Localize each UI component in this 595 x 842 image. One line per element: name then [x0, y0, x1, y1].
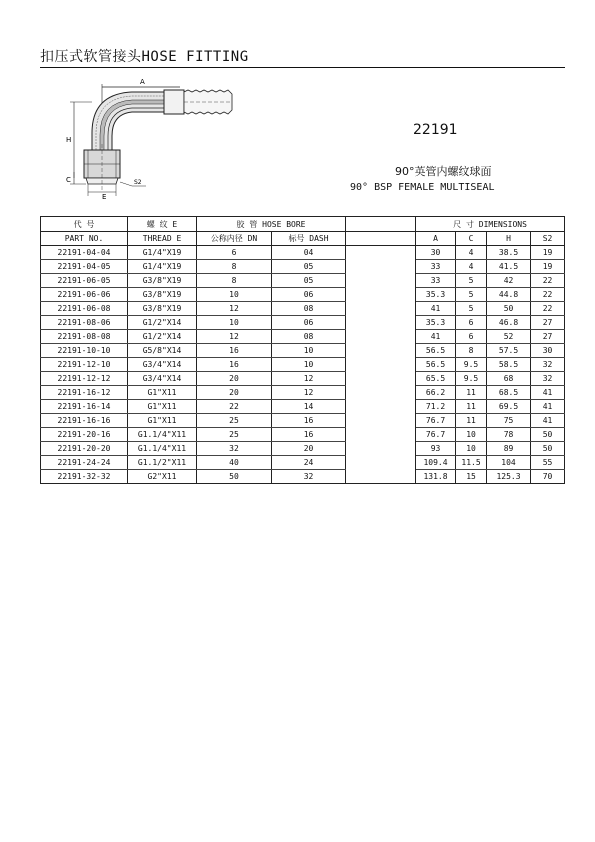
part-no-cell: 22191-08-06 — [41, 316, 128, 330]
thread-cell: G3/4"X14 — [128, 358, 197, 372]
table-row — [41, 288, 565, 302]
dn-cell: 12 — [197, 302, 272, 316]
dim-c-cell: 10 — [456, 442, 487, 456]
dim-a-cell: 35.3 — [416, 288, 456, 302]
dim-s2-cell: 30 — [531, 344, 565, 358]
dn-cell: 25 — [197, 414, 272, 428]
table-row — [41, 260, 565, 274]
dim-c-cell: 11 — [456, 414, 487, 428]
header-a: A — [416, 232, 456, 246]
part-no-cell: 22191-32-32 — [41, 470, 128, 484]
part-no-cell: 22191-12-12 — [41, 372, 128, 386]
dim-c-cell: 5 — [456, 274, 487, 288]
dim-a-cell: 33 — [416, 260, 456, 274]
dash-cell: 10 — [272, 358, 346, 372]
dn-cell: 50 — [197, 470, 272, 484]
table-row — [41, 358, 565, 372]
gap-cell — [346, 372, 416, 386]
header-gap — [346, 232, 416, 246]
dim-a-cell: 76.7 — [416, 428, 456, 442]
part-no-cell: 22191-06-06 — [41, 288, 128, 302]
table-row — [41, 372, 565, 386]
part-no-cell: 22191-20-20 — [41, 442, 128, 456]
thread-cell: G1/2"X14 — [128, 330, 197, 344]
dim-h-cell: 68 — [487, 372, 531, 386]
dim-c-cell: 11 — [456, 400, 487, 414]
dn-cell: 8 — [197, 274, 272, 288]
table-row — [41, 414, 565, 428]
description-en: 90° BSP FEMALE MULTISEAL — [350, 182, 495, 193]
gap-cell — [346, 316, 416, 330]
spec-table — [40, 216, 565, 484]
dim-h-cell: 89 — [487, 442, 531, 456]
dim-e-label: E — [102, 193, 107, 200]
dim-h-cell: 38.5 — [487, 246, 531, 260]
dash-cell: 05 — [272, 274, 346, 288]
gap-cell — [346, 456, 416, 470]
part-no-cell: 22191-12-10 — [41, 358, 128, 372]
dim-h-cell: 50 — [487, 302, 531, 316]
dim-a-cell: 71.2 — [416, 400, 456, 414]
dim-c-cell: 9.5 — [456, 358, 487, 372]
gap-cell — [346, 330, 416, 344]
header-c: C — [456, 232, 487, 246]
thread-cell: G5/8"X14 — [128, 344, 197, 358]
dim-h-cell: 57.5 — [487, 344, 531, 358]
dash-cell: 10 — [272, 344, 346, 358]
gap-cell — [346, 344, 416, 358]
dash-cell: 06 — [272, 288, 346, 302]
dash-cell: 12 — [272, 386, 346, 400]
table-row — [41, 330, 565, 344]
table-row — [41, 428, 565, 442]
dim-a-cell: 33 — [416, 274, 456, 288]
dim-a-cell: 76.7 — [416, 414, 456, 428]
thread-cell: G3/8"X19 — [128, 302, 197, 316]
table-row — [41, 316, 565, 330]
header-dn: 公称内径 DN — [197, 232, 272, 246]
part-no-cell: 22191-06-08 — [41, 302, 128, 316]
dash-cell: 04 — [272, 246, 346, 260]
dim-a-cell: 56.5 — [416, 358, 456, 372]
header-row-1 — [41, 217, 565, 232]
dim-a-cell: 109.4 — [416, 456, 456, 470]
part-no-cell: 22191-08-08 — [41, 330, 128, 344]
dim-s2-cell: 50 — [531, 442, 565, 456]
dim-h-cell: 125.3 — [487, 470, 531, 484]
thread-cell: G1"X11 — [128, 414, 197, 428]
dim-s2-cell: 41 — [531, 414, 565, 428]
dn-cell: 12 — [197, 330, 272, 344]
part-no-cell: 22191-16-12 — [41, 386, 128, 400]
dn-cell: 10 — [197, 316, 272, 330]
dash-cell: 08 — [272, 330, 346, 344]
dim-a-cell: 131.8 — [416, 470, 456, 484]
dim-s2-cell: 41 — [531, 386, 565, 400]
table-row — [41, 456, 565, 470]
dash-cell: 12 — [272, 372, 346, 386]
description-cn: 90°英管内螺纹球面 — [395, 165, 492, 178]
dash-cell: 06 — [272, 316, 346, 330]
gap-cell — [346, 274, 416, 288]
dim-s2-cell: 22 — [531, 302, 565, 316]
header-thread-cn: 螺 纹 E — [128, 217, 197, 232]
gap-cell — [346, 414, 416, 428]
gap-cell — [346, 302, 416, 316]
dim-s2-cell: 70 — [531, 470, 565, 484]
dim-a-cell: 56.5 — [416, 344, 456, 358]
dim-c-cell: 5 — [456, 302, 487, 316]
dash-cell: 05 — [272, 260, 346, 274]
table-row — [41, 470, 565, 484]
dim-c-cell: 5 — [456, 288, 487, 302]
thread-cell: G3/8"X19 — [128, 274, 197, 288]
header-hose-bore: 胶 管 HOSE BORE — [197, 217, 346, 232]
dim-h-cell: 52 — [487, 330, 531, 344]
dim-a-label: A — [140, 78, 145, 86]
part-no-cell: 22191-04-04 — [41, 246, 128, 260]
dim-h-cell: 69.5 — [487, 400, 531, 414]
title-rule — [40, 67, 565, 68]
dim-c-cell: 4 — [456, 260, 487, 274]
dim-c-cell: 6 — [456, 330, 487, 344]
thread-cell: G3/4"X14 — [128, 372, 197, 386]
dim-c-cell: 15 — [456, 470, 487, 484]
header-s2: S2 — [531, 232, 565, 246]
gap-cell — [346, 400, 416, 414]
header-dash: 标号 DASH — [272, 232, 346, 246]
dim-s2-cell: 50 — [531, 428, 565, 442]
dim-h-cell: 75 — [487, 414, 531, 428]
part-no-cell: 22191-20-16 — [41, 428, 128, 442]
thread-cell: G1"X11 — [128, 400, 197, 414]
dash-cell: 14 — [272, 400, 346, 414]
dim-c-cell: 8 — [456, 344, 487, 358]
spec-table-body — [41, 246, 565, 484]
header-row-2 — [41, 232, 565, 246]
part-code: 22191 — [413, 122, 458, 138]
dim-c-cell: 6 — [456, 316, 487, 330]
dim-h-cell: 42 — [487, 274, 531, 288]
dash-cell: 08 — [272, 302, 346, 316]
table-row — [41, 344, 565, 358]
dim-s2-cell: 22 — [531, 274, 565, 288]
fitting-drawing — [60, 78, 260, 200]
dash-cell: 16 — [272, 428, 346, 442]
table-row — [41, 302, 565, 316]
thread-cell: G1/4"X19 — [128, 246, 197, 260]
dim-a-cell: 66.2 — [416, 386, 456, 400]
table-row — [41, 274, 565, 288]
gap-cell — [346, 358, 416, 372]
dn-cell: 40 — [197, 456, 272, 470]
thread-cell: G1"X11 — [128, 386, 197, 400]
gap-cell — [346, 470, 416, 484]
dim-h-cell: 44.8 — [487, 288, 531, 302]
table-row — [41, 246, 565, 260]
dim-a-cell: 93 — [416, 442, 456, 456]
dim-c-cell: 11.5 — [456, 456, 487, 470]
dim-c-label: C — [66, 176, 71, 184]
thread-cell: G3/8"X19 — [128, 288, 197, 302]
gap-cell — [346, 260, 416, 274]
dn-cell: 20 — [197, 386, 272, 400]
dim-h-cell: 46.8 — [487, 316, 531, 330]
thread-cell: G1/2"X14 — [128, 316, 197, 330]
dim-h-cell: 58.5 — [487, 358, 531, 372]
part-no-cell: 22191-16-16 — [41, 414, 128, 428]
header-dimensions: 尺 寸 DIMENSIONS — [416, 217, 565, 232]
part-no-cell: 22191-24-24 — [41, 456, 128, 470]
dim-s2-cell: 27 — [531, 330, 565, 344]
gap-cell — [346, 442, 416, 456]
dash-cell: 24 — [272, 456, 346, 470]
dim-c-cell: 11 — [456, 386, 487, 400]
gap-cell — [346, 386, 416, 400]
gap-cell — [346, 246, 416, 260]
dim-s2-label: S2 — [134, 179, 142, 186]
header-h: H — [487, 232, 531, 246]
table-row — [41, 442, 565, 456]
dim-h-label: H — [66, 136, 72, 144]
dn-cell: 10 — [197, 288, 272, 302]
dim-c-cell: 9.5 — [456, 372, 487, 386]
gap-cell — [346, 288, 416, 302]
dim-h-cell: 41.5 — [487, 260, 531, 274]
dim-s2-cell: 55 — [531, 456, 565, 470]
thread-cell: G1.1/2"X11 — [128, 456, 197, 470]
dim-a-cell: 41 — [416, 302, 456, 316]
part-no-cell: 22191-04-05 — [41, 260, 128, 274]
table-row — [41, 400, 565, 414]
dash-cell: 20 — [272, 442, 346, 456]
header-gap — [346, 217, 416, 232]
thread-cell: G1.1/4"X11 — [128, 428, 197, 442]
dn-cell: 22 — [197, 400, 272, 414]
thread-cell: G2"X11 — [128, 470, 197, 484]
part-no-cell: 22191-10-10 — [41, 344, 128, 358]
header-part-cn: 代 号 — [41, 217, 128, 232]
dn-cell: 25 — [197, 428, 272, 442]
dim-h-cell: 78 — [487, 428, 531, 442]
part-no-cell: 22191-06-05 — [41, 274, 128, 288]
part-no-cell: 22191-16-14 — [41, 400, 128, 414]
dim-s2-cell: 32 — [531, 358, 565, 372]
dn-cell: 16 — [197, 358, 272, 372]
dim-a-cell: 35.3 — [416, 316, 456, 330]
dim-s2-cell: 22 — [531, 288, 565, 302]
table-row — [41, 386, 565, 400]
dim-a-cell: 65.5 — [416, 372, 456, 386]
thread-cell: G1/4"X19 — [128, 260, 197, 274]
dn-cell: 20 — [197, 372, 272, 386]
dash-cell: 16 — [272, 414, 346, 428]
dim-c-cell: 10 — [456, 428, 487, 442]
header-part-no: PART NO. — [41, 232, 128, 246]
gap-cell — [346, 428, 416, 442]
dim-c-cell: 4 — [456, 246, 487, 260]
thread-cell: G1.1/4"X11 — [128, 442, 197, 456]
dim-s2-cell: 27 — [531, 316, 565, 330]
dim-a-cell: 30 — [416, 246, 456, 260]
dn-cell: 16 — [197, 344, 272, 358]
dim-s2-cell: 41 — [531, 400, 565, 414]
dim-a-cell: 41 — [416, 330, 456, 344]
dim-h-cell: 104 — [487, 456, 531, 470]
page-title: 扣压式软管接头HOSE FITTING — [40, 49, 249, 65]
dim-s2-cell: 32 — [531, 372, 565, 386]
dim-s2-cell: 19 — [531, 260, 565, 274]
header-thread-e: THREAD E — [128, 232, 197, 246]
dim-h-cell: 68.5 — [487, 386, 531, 400]
dn-cell: 6 — [197, 246, 272, 260]
dn-cell: 32 — [197, 442, 272, 456]
dn-cell: 8 — [197, 260, 272, 274]
dash-cell: 32 — [272, 470, 346, 484]
dim-s2-cell: 19 — [531, 246, 565, 260]
